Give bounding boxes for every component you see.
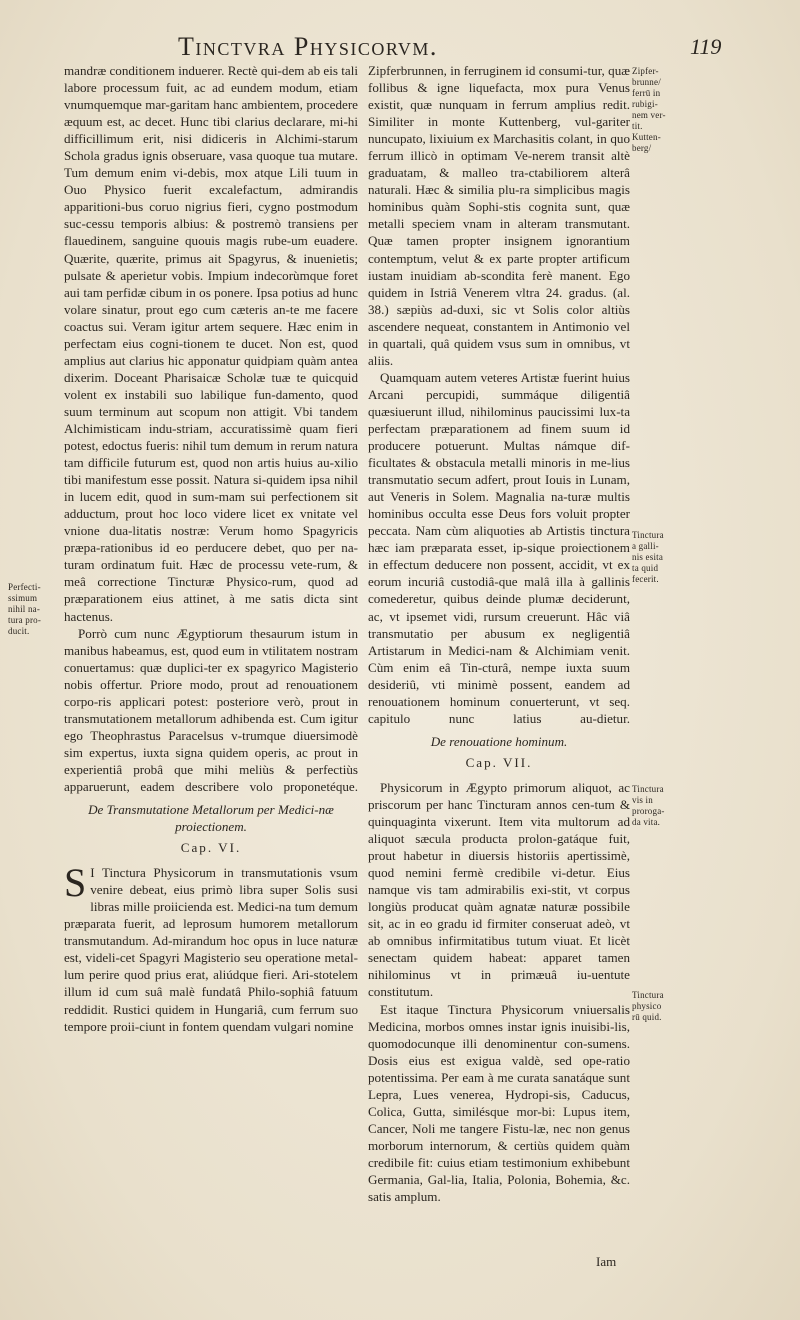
margin-note-line: Tinctura [632, 784, 664, 794]
margin-note-line: a galli- [632, 541, 659, 551]
drop-cap: S [64, 860, 87, 906]
margin-note-line: Zipfer- [632, 66, 659, 76]
margin-note-line: vis in [632, 795, 653, 805]
margin-note-line: da vita. [632, 817, 661, 827]
margin-note-line: Perfecti- [8, 582, 41, 592]
margin-note-line: brunne/ [632, 77, 661, 87]
section-heading: De renouatione hominum. [430, 733, 568, 749]
margin-note-line: tit. [632, 121, 643, 131]
margin-note-line: Kutten- [632, 132, 661, 142]
paragraph: Quamquam autem veteres Artistæ fuerint huius Arcani percupidi, summáque diligentiâ quæsiuerunt illud, nihilominus paucissimi lux-ta perfectam præparationem ad finem suum id producere potuerunt. Multas námque dif-ficultates & obstacula metalli minoris in me-lius transmutatio secum adfert, prout Iouis in Lunam, aut Veneris in Solem. Magnalia na-turæ multis hominibus occulta esse Deus fors voluit propter peccata. Nam cùm aliquoties ab Artistis tinctura hæc iam præparata esset, ip-sique proiectionem in effectum deducere non possent, accidit, vt ex eorum incuriâ custodiâ-que malâ illa à gallinis comederetur, quibus deinde plumæ deciderunt, ac, vt ipsemet vidi, rursum creuerunt. Hâc viâ transmutatio per abusum ex negligentiâ Artistarum in Medici-nam & Alchimiam venit. Cùm enim eâ Tin-cturâ, nempe iuxta suum desideriû, vti minimè possent, eandem ad renouationem hominum conuerterunt, vt seq. capitulo nunc latius au-dietur. [368, 369, 630, 726]
margin-note-line: tura pro- [8, 615, 42, 625]
margin-note-right-2 [632, 530, 698, 585]
paragraph: Est itaque Tinctura Physicorum vniuersalis Medicina, morbos omnes instar ignis inuisibi-lis, quomodocunque illi denominentur con-sumens. Dosis eius est exigua valdè, sed ope-ratio potentissima. Per eam à me curata sanatáque sunt Lepra, Lues venerea, Hydropi-sis, Caducus, Colica, Gutta, similésque mor-bi: Lupus item, Cancer, Noli me tangere Fistu-læ, nec non genus morborum internorum, & certiùs quidem quàm credibile fit: cuius etiam testimonium exhibebunt Germania, Gal-lia, Italia, Polonia, Bohemia, &c. satis amplum. [368, 1001, 630, 1205]
paragraph: Porrò cum nunc Ægyptiorum thesaurum istum in manibus habeamus, est, quod eum in vtilitatem nostram conuertamus: quæ duplici-ter ex spagyrico Magisterio nobis offertur. Priore modo, prout ad renouationem corpo-ris applicari potest: posteriore verò, prout in transmutationem metallorum adhibenda est. Cum igitur ego Theophrastus Paracelsus v-trumque diuersimodè sim expertus, iuxta signa quidem operis, ac prout in experientiâ probâ que mihi meliùs & perfectiùs apparuerunt, eadem describere volo proponetéque. [64, 625, 358, 794]
margin-note-line: Tinctura [632, 990, 664, 1000]
margin-note-line: nis esita [632, 552, 664, 562]
margin-note-right-3 [632, 784, 698, 828]
margin-note-left-1 [8, 582, 66, 637]
margin-note-line: rubigi- [632, 99, 658, 109]
right-column [368, 62, 630, 1205]
margin-note-line: physico [632, 1001, 662, 1011]
paragraph: Physicorum in Ægypto primorum aliquot, ac priscorum per hanc Tincturam annos cen-tum & quinquaginta vixerunt. Item vita multorum ad aliquot sæcula producta prolon-gatáque fuit, prout habetur in diuersis historiis apertissimè, quod nemini fermè credibile vi-detur. Eius namque vis tam admirabilis exi-stit, vt corpus longiùs producat quàm agnatæ naturæ possibile sit, ac in eo gradu id firmiter conseruat adeò, vt ab omnibus infirmitatibus tutum viuat. Et licèt senectam quidem habeat: apparet tamen nihilominus vt in primæuâ iu-uentute constitutum. [368, 779, 630, 1000]
section-heading: De Transmutatione Metallorum per Medici-næ proiectionem. [88, 802, 334, 835]
margin-note-line: nihil na- [8, 604, 41, 614]
margin-note-right-1 [632, 66, 698, 154]
paragraph: I Tinctura Physicorum in transmutationis vsum venire debeat, eius primò libra super Solis susi libras mille proiicienda est. Medici-na tum demum præparata fuerit, ad leprosum humorem metallorum transmutandum. Ad-mirandum hoc opus in luce naturæ est, videli-cet Spagyri Magisterio seu operatione metal-lum perire quod prius erat, aliúdque fieri. Ari-stotelem illum id cum suâ malè fundatâ Philo-sophiâ fatuum reddidit. Rustici quidem in Hungariâ, cum ferrum suo tempore proii-ciunt in fontem quendam vulgari nomine [64, 865, 358, 1034]
paragraph: mandræ conditionem induerer. Rectè qui-dem ab eis tali labore processum fuit, ac ad eundem modum, etiam vnumquemque mar-garitam hanc ambientem, procedere æquum est, ac decet. Hunc tibi clarius declarare, mi-hi difficillimum erit, nisi didiceris in Alchimi-starum Schola gradus ignis obseruare, vasa quoque tua mutare. Tum demum enim vi-debis, mox atque Lili tuum in Ouo Physico fuerit excalefactum, admirandis apparitioni-bus coruo nigrius fieri, cygno postmodum suc-cessu temporis albius: & postremò transiens per flauedinem, sanguine quouis magis rube-um euadere. Quærite, quærite, primus ait Spagyrus, & inuenietis; pulsate & aperietur vobis. Impium indecorùmque foret aui tam perfidæ cibum in os ponere. Ipsa potius ad hunc volare sinatur, prout ego cum cæteris an-te me facere coactus sui. Veram igitur artem sequere. Hæc enim in perfectam eius cogni-tionem te ducet. Non est, quod amplius aut clarius hic apponatur quidpiam quàm antea dixerim. Doceant Pharisaicæ Scholæ tuæ te quicquid volent ex instabili suo labilique fun-damento, quod suum terminum aut scopum non attigit. Vbi tandem Alchimisticam indu-striam, accuratissimè quam fieri potest, edoctus fueris: nihil tum demum in rerum natura tam difficile futurum est, quod non artis huius au-xilio tibi manifestum esse possit. Natura si-quidem ipsa nihil in lucem edit, quod in sum-mam sui perfectionem sit adductum, prout hoc loco videre licet ex vnitate vel vnione dua-litatis nostræ: Verum homo Spagyricis præpa-rationibus id eo perducere debet, quo per na-turam ordinatum fuit. Hæc de processu vete-rum, & meâ correctione Tincturæ Physico-rum, quod ad præparationem eius attinet, à me satis dicta sint hactenus. [64, 63, 358, 624]
margin-note-line: fecerit. [632, 574, 659, 584]
page-number: 119 [690, 34, 722, 59]
paragraph: Zipferbrunnen, in ferruginem id consumi-tur, quæ follibus & igne liquefacta, mox pura Venus existit, quæ nunquam in ferrum amplius redit. Similiter in monte Kuttenberg, vul-gariter nuncupato, lixiuium ex Marchasitis colant, in quo ferrum illicò in optimam Ve-nerem transit altè graduatam, & malleo tra-ctabiliorem alterâ naturali. Hæc & similia plu-ra simplicibus magis hominibus quàm Sophi-stis cognita sunt, quæ metalli speciem vnam in alteram transmutant. Quæ tamen propter insignem ignorantium contemptum, velut & ex parte propter artificum iustam inuidiam ab-scondita ferè manent. Ego quidem in Istriâ Venerem vltra 24. gradus. (al. 38.) sæpiùs ad-duxi, sic vt Solis color altiùs ascendere nequeat, constantem in Antimonio vel in quartali, quâ quidem vsus sum in omnibus, vt aliis. [368, 63, 630, 368]
margin-note-line: ssimum [8, 593, 38, 603]
left-column [64, 62, 358, 1035]
margin-note-line: ta quid [632, 563, 659, 573]
margin-note-line: berg/ [632, 143, 652, 153]
margin-note-line: ferrū in [632, 88, 661, 98]
chapter-label: Cap. VI. [180, 840, 242, 856]
margin-note-line: ducit. [8, 626, 30, 636]
margin-note-line: Tinctura [632, 530, 664, 540]
margin-note-right-4 [632, 990, 698, 1023]
margin-note-line: rū quid. [632, 1012, 662, 1022]
running-title: Tinctvra Physicorvm. [178, 32, 438, 61]
catchword: Iam [596, 1254, 617, 1269]
chapter-label: Cap. VII. [465, 754, 533, 770]
margin-note-line: nem ver- [632, 110, 666, 120]
margin-note-line: proroga- [632, 806, 665, 816]
